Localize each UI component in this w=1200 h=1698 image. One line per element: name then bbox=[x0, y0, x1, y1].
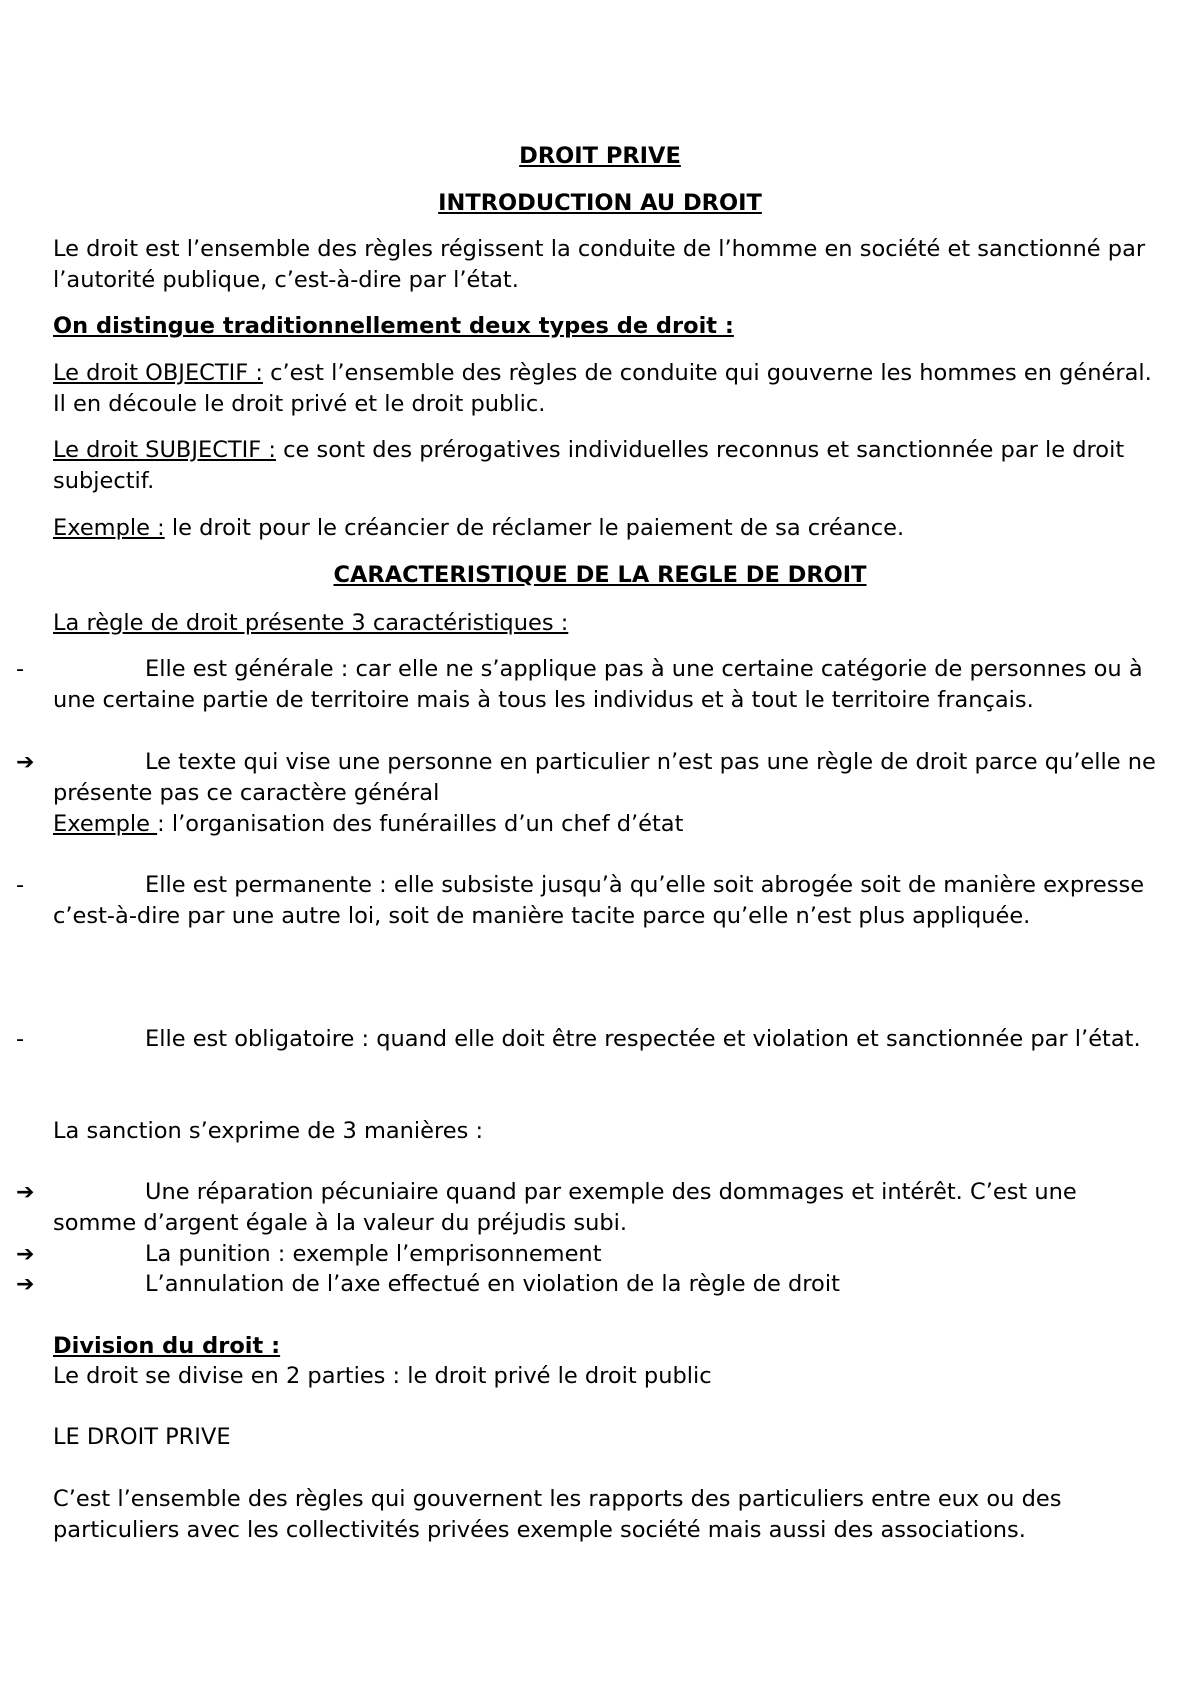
droit-prive-title: LE DROIT PRIVE bbox=[53, 1424, 231, 1450]
arrow-icon: ➔ bbox=[16, 1180, 35, 1205]
droit-prive-paragraph: C’est l’ensemble des règles qui gouvernent les rapports des particuliers entre eux ou des particuliers avec les collectivités privées exemple société mais aussi des associations. bbox=[53, 1486, 1062, 1543]
sanction-text: La punition : exemple l’emprisonnement bbox=[145, 1241, 602, 1267]
rule-intro: La règle de droit présente 3 caractéristiques : bbox=[53, 610, 569, 636]
obligatoire-text: Elle est obligatoire : quand elle doit être respectée et violation et sanctionnée par l’état. bbox=[145, 1026, 1141, 1052]
division-heading: Division du droit : bbox=[53, 1333, 281, 1359]
subjectif-paragraph bbox=[53, 435, 1163, 497]
example-text: : l’organisation des funérailles d’un chef d’état bbox=[157, 811, 684, 837]
sanction-text: L’annulation de l’axe effectué en violation de la règle de droit bbox=[145, 1271, 840, 1297]
objectif-label: Le droit OBJECTIF : bbox=[53, 360, 263, 386]
example-paragraph bbox=[53, 513, 1163, 544]
sanction-text: Une réparation pécuniaire quand par exemple des dommages et intérêt. C’est une somme d’argent égale à la valeur du préjudis subi. bbox=[53, 1179, 1077, 1236]
permanente-text: Elle est permanente : elle subsiste jusqu’à qu’elle soit abrogée soit de manière expresse c’est-à-dire par une autre loi, soit de manière tacite parce qu’elle n’est plus appliquée. bbox=[53, 872, 1145, 929]
page-title: DROIT PRIVE bbox=[519, 143, 681, 169]
dash-marker: - bbox=[16, 656, 25, 682]
types-heading: On distingue traditionnellement deux types de droit : bbox=[53, 313, 734, 339]
list-item-sanction bbox=[16, 1177, 1163, 1239]
example-funerailles bbox=[53, 809, 1163, 840]
dash-marker: - bbox=[16, 872, 25, 898]
list-item-generale bbox=[16, 654, 1163, 716]
list-item-obligatoire bbox=[16, 1024, 1163, 1055]
division-text: Le droit se divise en 2 parties : le droit privé le droit public bbox=[53, 1363, 712, 1389]
introduction-heading: INTRODUCTION AU DROIT bbox=[438, 190, 762, 216]
subjectif-text: ce sont des prérogatives individuelles reconnus et sanctionnée par le droit subjectif. bbox=[53, 437, 1125, 494]
arrow-icon: ➔ bbox=[16, 1242, 35, 1267]
section-title-caracteristique: CARACTERISTIQUE DE LA REGLE DE DROIT bbox=[333, 562, 867, 588]
list-item-generale-note bbox=[16, 747, 1163, 809]
generale-note-text: Le texte qui vise une personne en particulier n’est pas une règle de droit parce qu’elle ne présente pas ce caractère général bbox=[53, 749, 1156, 806]
example-label: Exemple bbox=[53, 811, 158, 837]
subjectif-label: Le droit SUBJECTIF : bbox=[53, 437, 276, 463]
list-item-sanction bbox=[16, 1269, 1163, 1300]
definition-paragraph: Le droit est l’ensemble des règles régissent la conduite de l’homme en société et sanctionné par l’autorité publique, c’est-à-dire par l’état. bbox=[53, 236, 1146, 293]
arrow-icon: ➔ bbox=[16, 1272, 35, 1297]
example-label: Exemple : bbox=[53, 515, 165, 541]
list-item-sanction bbox=[16, 1239, 1163, 1270]
arrow-icon: ➔ bbox=[16, 750, 35, 775]
list-item-permanente bbox=[16, 870, 1163, 932]
example-text: le droit pour le créancier de réclamer le paiement de sa créance. bbox=[164, 515, 905, 541]
generale-text: Elle est générale : car elle ne s’applique pas à une certaine catégorie de personnes ou à une certaine partie de territoire mais à tous les individus et à tout le territoire français. bbox=[53, 656, 1143, 713]
sanction-intro: La sanction s’exprime de 3 manières : bbox=[53, 1118, 484, 1144]
dash-marker: - bbox=[16, 1026, 25, 1052]
objectif-text: c’est l’ensemble des règles de conduite qui gouverne les hommes en général. Il en découle le droit privé et le droit public. bbox=[53, 360, 1152, 417]
objectif-paragraph bbox=[53, 358, 1163, 420]
